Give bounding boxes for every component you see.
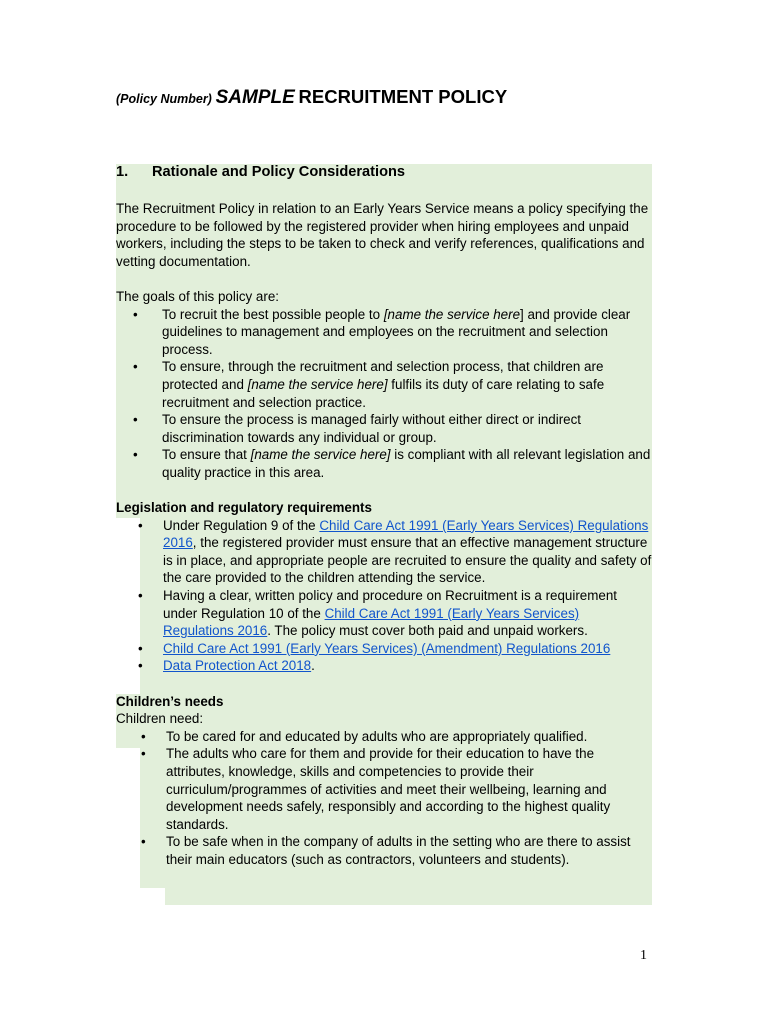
list-item: • The adults who care for them and provide for their education to have the attributes, knowledge, skills and competencies to provide their curriculum/programmes of activities and meet their wellbeing, learning and development needs safely, responsibly and according to the highest quality standards. <box>141 746 611 832</box>
title-sample: SAMPLE <box>215 87 295 108</box>
title-text: RECRUITMENT POLICY <box>298 86 508 107</box>
data-protection-link[interactable]: Data Protection Act 2018 <box>163 658 312 674</box>
list-item: • To be cared for and educated by adults who are appropriately qualified. <box>141 728 588 744</box>
bullet-icon: • <box>133 412 138 428</box>
children-lead: Children need: <box>116 711 204 727</box>
page-number: 1 <box>640 948 647 963</box>
bullet-icon: • <box>138 658 143 674</box>
children-list <box>116 728 652 869</box>
bullet-icon: • <box>141 728 146 744</box>
bullet-icon: • <box>133 359 138 375</box>
bullet-icon: • <box>133 447 138 463</box>
section-number: 1. <box>116 164 129 180</box>
bullet-icon: • <box>141 834 146 850</box>
list-item <box>116 640 652 658</box>
list-item: • Data Protection Act 2018. <box>138 658 315 674</box>
bullet-icon: • <box>138 588 143 604</box>
policy-number: (Policy Number) <box>116 92 212 106</box>
highlight-block <box>165 888 652 905</box>
intro-paragraph: The Recruitment Policy in relation to an Early Years Service means a policy specifying the procedure to be followed by the registered provider when hiring employees and unpaid workers, including the steps to be taken to check and verify references, qualifications and vetting documentation. <box>116 201 649 269</box>
list-item: • Having a clear, written policy and procedure on Recruitment is a requirement under Regulation 10 of the Child Care Act 1991 (Early Years Services) Regulations 2016. The policy must cover both paid and unpaid workers. <box>138 588 618 639</box>
bullet-icon: • <box>138 640 143 656</box>
section-heading <box>116 162 652 182</box>
bullet-icon: • <box>141 746 146 762</box>
legislation-heading: Legislation and regulatory requirements <box>116 500 372 516</box>
page-title <box>116 86 507 109</box>
list-item: • To ensure, through the recruitment and selection process, that children are protected and [name the service here] fulfils its duty of care relating to safe recruitment and selection practice. <box>133 359 605 410</box>
amendment-regulations-link[interactable]: Child Care Act 1991 (Early Years Services) (Amendment) Regulations 2016 <box>163 640 611 656</box>
bullet-icon: • <box>133 306 138 322</box>
children-heading: Children’s needs <box>116 693 224 709</box>
legislation-list <box>116 517 652 675</box>
list-item: • To ensure the process is managed fairly without either direct or indirect discrimination towards any individual or group. <box>133 412 582 445</box>
list-item: • To ensure that [name the service here] is compliant with all relevant legislation and quality practice in this area. <box>133 447 651 480</box>
list-item: • To be safe when in the company of adults in the setting who are there to assist their main educators (such as contractors, volunteers and students). <box>141 834 631 867</box>
document-body <box>116 162 652 869</box>
goals-list <box>116 306 652 482</box>
regulations-link[interactable]: Child Care Act 1991 (Early Years Services) Regulations 2016 <box>163 605 580 639</box>
section-title: Rationale and Policy Considerations <box>152 164 406 180</box>
goals-lead: The goals of this policy are: <box>116 288 280 304</box>
regulations-link[interactable]: Child Care Act 1991 (Early Years Services) Regulations 2016 <box>163 517 649 551</box>
list-item: • To recruit the best possible people to [name the service here] and provide clear guidelines to management and employees on the recruitment and selection process. <box>133 306 631 357</box>
list-item: • Under Regulation 9 of the Child Care Act 1991 (Early Years Services) Regulations 2016, the registered provider must ensure that an effective management structure is in place, and appropriate people are recruited to ensure the quality and safety of the care provided to the children attending the service. <box>138 517 652 586</box>
bullet-icon: • <box>138 517 143 533</box>
